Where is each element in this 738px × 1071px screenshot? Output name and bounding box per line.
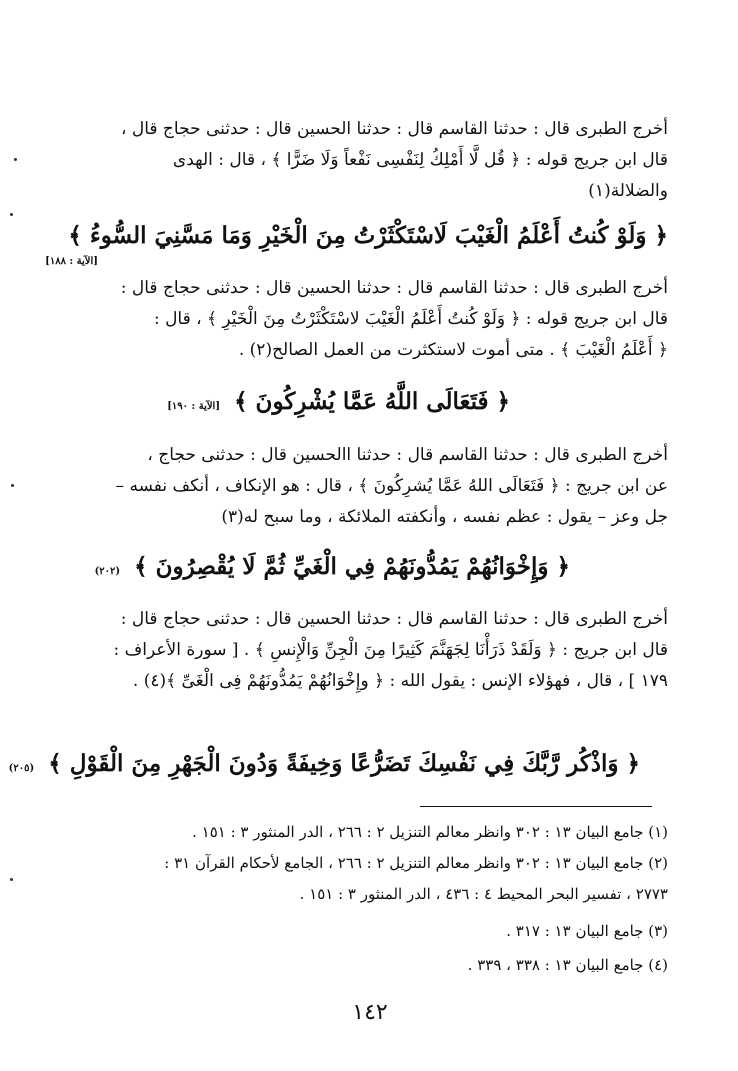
verse-text: ﴿ فَتَعَالَى اللَّهُ عَمَّا يُشْرِكُونَ ﴾ [234,388,510,415]
footnote-4: (٤) جامع البيان ١٣ : ٣٣٨ ، ٣٣٩ . [467,956,668,974]
passage-line: قال ابن جريج قوله : ﴿ وَلَوْ كُنتُ أَعْلَمُ الْغَيْبَ لاسْتَكْثَرْتُ مِنَ الْخَيْرِ ﴾ ، قال : [153,309,668,329]
passage-line: ﴿ أَعْلَمُ الْغَيْبَ ﴾ . متى أموت لاستكثرت من العمل الصالح(٢) . [238,340,668,360]
passage-line: أخرج الطبرى قال : حدثنا القاسم قال : حدثنا االحسين قال : حدثنى حجاج ، [147,445,668,465]
passage-line: جل وعز – يقول : عظم نفسه ، وأنكفته الملائكة ، وما سبح له(٣) [221,507,668,527]
footnote-divider [420,806,652,807]
scan-speck [10,213,13,216]
quran-verse-3 [94,553,570,580]
footnote-3: (٣) جامع البيان ١٣ : ٣١٧ . [506,922,668,940]
passage-line: أخرج الطبرى قال : حدثنا القاسم قال : حدثنا الحسين قال : حدثنى حجاج قال : [120,278,668,298]
passage-line: والضلالة(١) [588,181,668,201]
passage-line: ١٧٩ ] ، قال ، فهؤلاء الإنس : يقول الله : ﴿ وإِخْوَانُهُمْ يَمُدُّونَهُمْ فِى الْغَىِّ ﴾(٤) . [132,671,668,691]
hadith-passage-1 [60,114,668,207]
quran-verse-1 [60,222,668,249]
passage-line: عن ابن جريج : ﴿ فَتَعَالَى اللهُ عَمَّا يُشرِكُونَ ﴾ ، قال : هو الإنكاف ، أنكف نفسه – [115,476,668,496]
footnote-2-continued: ٢٧٧٣ ، تفسير البحر المحيط ٤ : ٤٣٦ ، الدر المنثور ٣ : ١٥١ . [299,885,668,903]
scan-speck [14,158,17,161]
verse-reference-2: [الآية : ١٩٠] [167,401,221,412]
passage-line: أخرج الطبرى قال : حدثنا القاسم قال : حدثنا الحسين قال : حدثنى حجاج قال ، [120,119,668,139]
passage-line: قال ابن جريج : ﴿ وَلَقَدْ ذَرَأْنَا لِجَهَنَّمَ كَثِيرًا مِنَ الْجِنِّ وَالْإِنسِ ﴾ . [ سورة الأعراف : [113,640,668,660]
hadith-passage-3 [60,440,668,533]
hadith-passage-2 [60,273,668,366]
quran-verse-2 [167,388,510,415]
scan-speck [10,878,13,881]
footnote-2: (٢) جامع البيان ١٣ : ٣٠٢ وانظر معالم التنزيل ٢ : ٢٦٦ ، الجامع لأحكام القرآن ٣١ : [164,854,668,872]
verse-reference-4: (٢٠٥) [8,763,35,774]
verse-reference-3: (٢٠٢) [94,566,121,577]
verse-text: ﴿ وَاذْكُر رَّبَّكَ فِي نَفْسِكَ تَضَرُّعًا وَخِيفَةً وَدُونَ الْجَهْرِ مِنَ الْقَوْلِ ﴾ [48,750,640,777]
page-number: ١٤٢ [352,1000,388,1025]
quran-verse-4 [8,750,640,777]
passage-line: أخرج الطبرى قال : حدثنا القاسم قال : حدثنا الحسين قال : حدثنى حجاج قال : [120,609,668,629]
verse-text: ﴿ وَإِخْوَانُهُمْ يَمُدُّونَهُمْ فِي الْغَيِّ ثُمَّ لَا يُقْصِرُونَ ﴾ [134,553,570,580]
verse-text: ﴿ وَلَوْ كُنتُ أَعْلَمُ الْغَيْبَ لَاسْتَكْثَرْتُ مِنَ الْخَيْرِ وَمَا مَسَّنِيَ السُّوءُ ﴾ [68,222,668,249]
footnote-1: (١) جامع البيان ١٣ : ٣٠٢ وانظر معالم التنزيل ٢ : ٢٦٦ ، الدر المنثور ٣ : ١٥١ . [192,823,668,841]
passage-line: قال ابن جريج قوله : ﴿ قُل لَّا أَمْلِكُ لِنَفْسِى نَفْعاً وَلَا ضَرًّا ﴾ ، قال : الهدى [172,150,668,170]
hadith-passage-4 [60,604,668,697]
scan-speck [11,484,14,487]
verse-reference-1: [الآية : ١٨٨] [45,256,98,267]
